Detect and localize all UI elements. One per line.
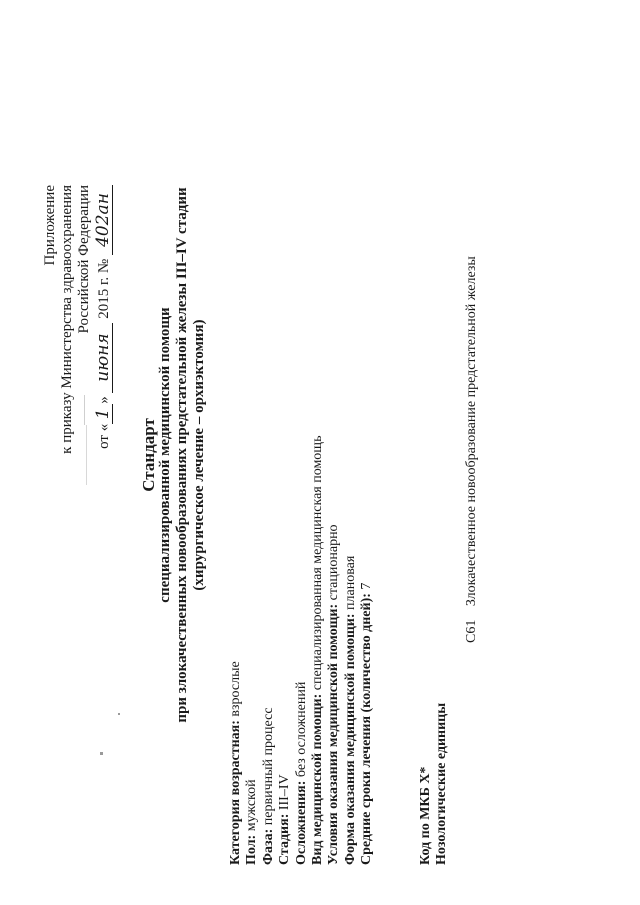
- field-complications: Осложнения: без осложнений: [293, 681, 309, 865]
- field-care-type: Вид медицинской помощи: специализированная медицинская помощь: [310, 435, 326, 865]
- field-treatment-duration: Средние сроки лечения (количество дней): 7: [359, 582, 375, 865]
- appendix-title: Приложение: [42, 185, 58, 266]
- icd-nosology-heading: Нозологические единицы: [434, 702, 450, 865]
- field-care-conditions: Условия оказания медицинской помощи: стационарно: [326, 524, 342, 865]
- field-stage: Стадия: III–IV: [277, 774, 293, 865]
- standard-fields: [228, 436, 376, 865]
- appendix-ministry-line: Российской Федерации: [76, 185, 92, 334]
- scan-speck: [118, 713, 120, 715]
- date-year: 2015 г. №: [96, 258, 112, 319]
- date-prefix: от «: [96, 423, 112, 449]
- field-care-form: Форма оказания медицинской помощи: плановая: [342, 555, 358, 865]
- field-age-category: Категория возрастная: взрослые: [228, 661, 243, 865]
- field-sex: Пол: мужской: [244, 779, 260, 865]
- standard-disease: при злокачественных новообразованиях предстательной железы III–IV стадии: [174, 187, 190, 723]
- standard-title: Стандарт: [139, 418, 158, 492]
- scan-speck: [84, 395, 85, 425]
- icd-description: Злокачественное новообразование предстательной железы: [464, 256, 479, 607]
- icd-heading: [418, 703, 451, 865]
- standard-treatment: (хирургическое лечение – орхиэктомия): [191, 319, 207, 591]
- standard-subtitle: специализированной медицинской помощи: [157, 307, 173, 603]
- standard-title-block: [140, 155, 208, 755]
- scan-speck: [86, 425, 87, 485]
- icd-row: [464, 256, 480, 643]
- field-phase: Фаза: первичный процесс: [260, 707, 276, 865]
- date-mid: »: [96, 396, 112, 404]
- appendix-order-line: к приказу Министерства здравоохранения: [59, 185, 75, 454]
- icd-code: C61: [464, 619, 479, 643]
- date-day-handwritten: 1: [95, 404, 113, 424]
- scan-speck: [100, 752, 103, 755]
- date-month-handwritten: июня: [95, 323, 113, 393]
- order-number-handwritten: 402ан: [95, 185, 113, 255]
- icd-code-heading: Код по МКБ X*: [418, 766, 433, 865]
- appendix-block: [42, 185, 113, 454]
- appendix-date-line: [95, 185, 113, 454]
